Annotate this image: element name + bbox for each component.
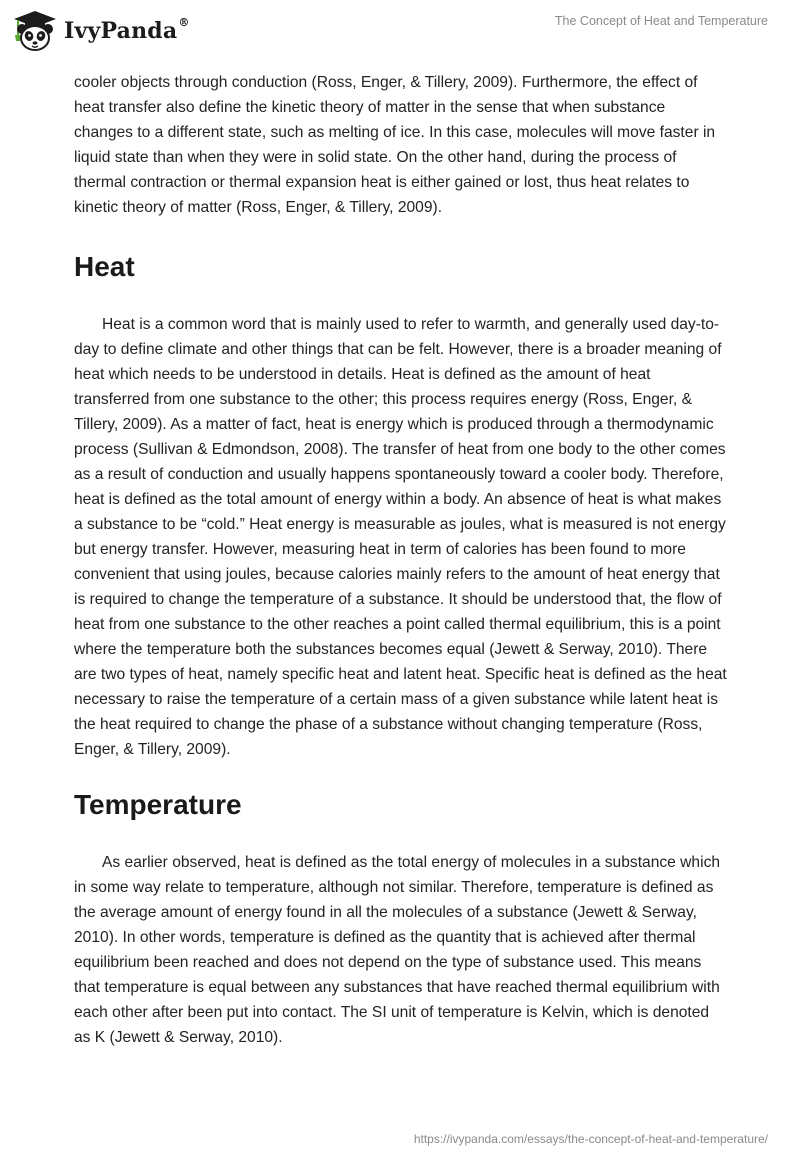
panda-graduation-icon [12,9,58,53]
heading-temperature: Temperature [74,789,242,820]
page-header [0,0,800,62]
heading-heat: Heat [74,251,135,282]
document-title: The Concept of Heat and Temperature [554,14,768,28]
heat-paragraph: Heat is a common word that is mainly used to refer to warmth, and generally used day-to-day to define climate and other things that can be felt. However, there is a broader meaning of heat which needs to be understood in details. Heat is defined as the amount of heat transferred from one substance to the other; this process requires energy (Ross, Enger, & Tillery, 2009). As a matter of fact, heat is energy which is produced through a thermodynamic process (Sullivan & Edmondson, 2008). The transfer of heat from one body to the other comes as a result of conduction and usually happens spontaneously toward a cooler body. Therefore, heat is defined as the total amount of energy within a body. An absence of heat is what makes a substance to be “cold.” Heat energy is measurable as joules, what is measured is not energy but energy transfer. However, measuring heat in term of calories has been found to more convenient that using joules, because calories mainly refers to the amount of heat energy that is required to change the temperature of a substance. It should be understood that, the flow of heat from one substance to the other reaches a point called thermal equilibrium, this is a point where the temperature both the substances becomes equal (Jewett & Serway, 2010). There are two types of heat, namely specific heat and latent heat. Specific heat is defined as the heat necessary to raise the temperature of a certain mass of a given substance while latent heat is the heat required to change the phase of a substance without changing temperature (Ross, Enger, & Tillery, 2009). [74,316,727,758]
temperature-paragraph: As earlier observed, heat is defined as the total energy of molecules in a substance which in some way relate to temperature, although not similar. Therefore, temperature is defined as the average amount of energy found in all the molecules of a substance (Jewett & Serway, 2010). In other words, temperature is defined as the quantity that is achieved after thermal equilibrium been reached and does not depend on the type of substance used. This means that temperature is equal between any substances that have reached thermal equilibrium with each other after been put into contact. The SI unit of temperature is Kelvin, which is denoted as K (Jewett & Serway, 2010). [74,854,721,1046]
footer-source-url[interactable]: https://ivypanda.com/essays/the-concept-of-heat-and-temperature/ [413,1132,768,1146]
intro-paragraph: cooler objects through conduction (Ross, Enger, & Tillery, 2009). Furthermore, the effect of heat transfer also define the kinetic theory of matter in the sense that when substance changes to a different state, such as melting of ice. In this case, molecules will move faster in liquid state than when they were in solid state. On the other hand, during the process of thermal contraction or thermal expansion heat is either gained or lost, thus heat relates to kinetic theory of matter (Ross, Enger, & Tillery, 2009). [74,74,716,216]
registered-mark: ® [178,16,190,29]
brand-name: IvyPanda® [64,16,190,44]
ivypanda-logo[interactable] [12,8,190,54]
essay-body [74,70,728,1050]
